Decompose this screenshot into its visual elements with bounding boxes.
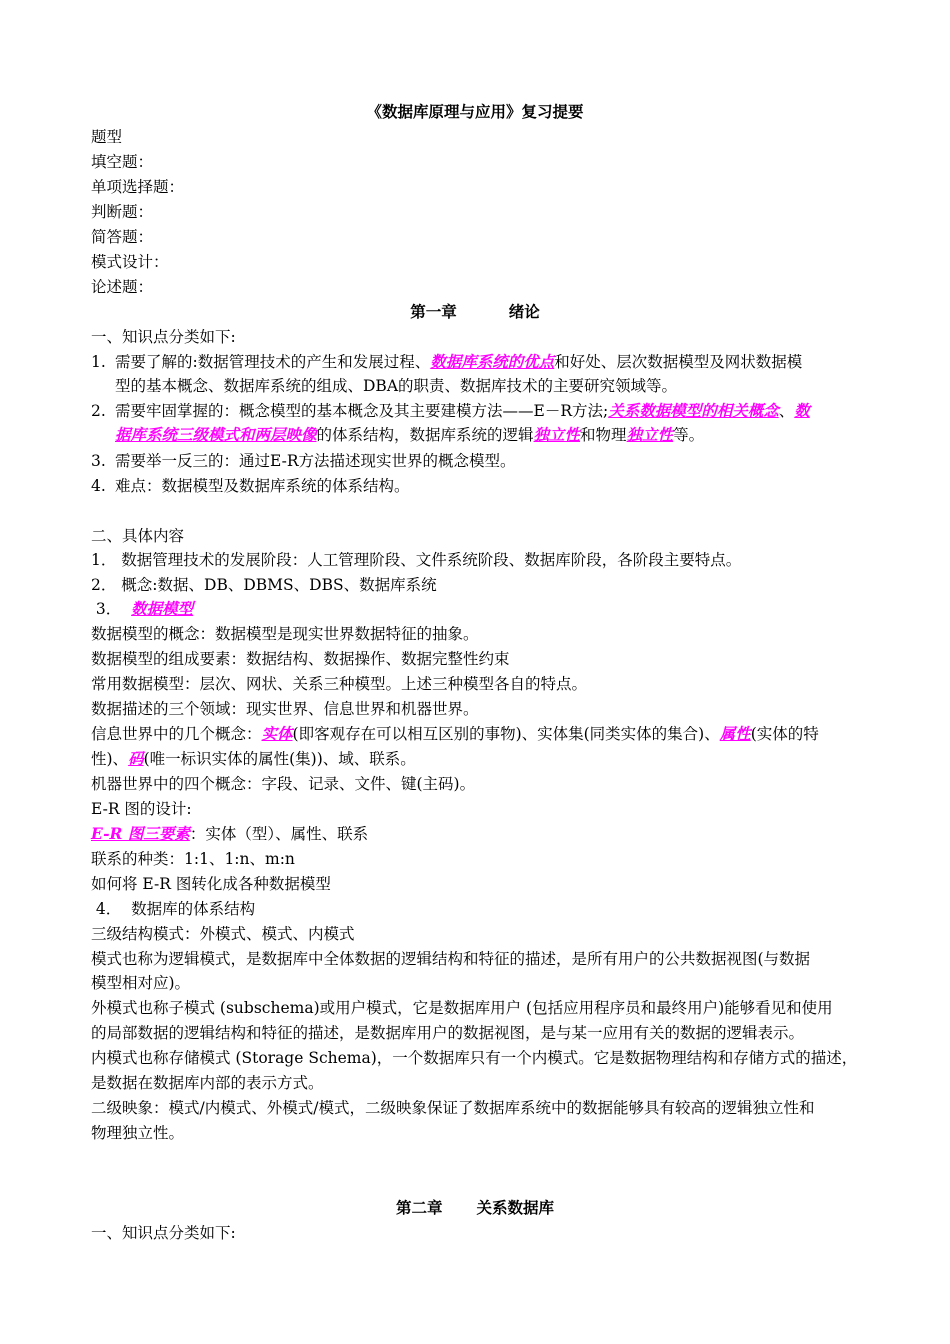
chapter2-heading xyxy=(0,1196,950,1220)
paragraph-line: 模型相对应)。 xyxy=(91,974,191,992)
paragraph-line: 三级结构模式：外模式、模式、内模式 xyxy=(91,925,355,943)
highlight-three-level-schema: 据库系统三级模式和两层映像 xyxy=(115,425,317,444)
knowledge-item-2: 2. 需要牢固掌握的：概念模型的基本概念及其主要建模方法——E－R方法;关系数据模型的相关概念、数 xyxy=(91,401,810,420)
chapter2-number: 第二章 xyxy=(395,1198,443,1217)
question-type-short: 简答题： xyxy=(91,228,154,246)
content-item-3: 3． 数据模型 xyxy=(91,599,194,618)
highlight-attribute: 属性 xyxy=(719,724,751,743)
content-heading: 二、具体内容 xyxy=(91,527,185,545)
paragraph-line: 数据描述的三个领域：现实世界、信息世界和机器世界。 xyxy=(91,700,479,718)
highlight-relational-concepts: 关系数据模型的相关概念 xyxy=(608,401,779,420)
highlight-er-three-elements: E-R 图三要素 xyxy=(91,824,190,843)
doc-title: 《数据库原理与应用》复习提要 xyxy=(366,102,584,121)
paragraph-line: 数据模型的概念：数据模型是现实世界数据特征的抽象。 xyxy=(91,625,479,643)
knowledge-item-2-cont: 据库系统三级模式和两层映像的体系结构，数据库系统的逻辑独立性和物理独立性等。 xyxy=(115,425,705,444)
knowledge-item-4: 4. 难点：数据模型及数据库系统的体系结构。 xyxy=(91,477,410,495)
paragraph-line: 外模式也称子模式 (subschema)或用户模式，它是数据库用户 (包括应用程序员和最终用户)能够看见和使用 xyxy=(91,999,833,1017)
paragraph-line: 模式也称为逻辑模式，是数据库中全体数据的逻辑结构和特征的描述，是所有用户的公共数据视图(与数据 xyxy=(91,950,811,968)
knowledge-item-3: 3. 需要举一反三的：通过E-R方法描述现实世界的概念模型。 xyxy=(91,452,516,470)
question-type-fill: 填空题： xyxy=(91,153,154,171)
paragraph-line: 内模式也称存储模式 (Storage Schema)，一个数据库只有一个内模式。它是数据物理结构和存储方式的描述， xyxy=(91,1049,858,1067)
content-item-1: 1． 数据管理技术的发展阶段：人工管理阶段、文件系统阶段、数据库阶段，各阶段主要特点。 xyxy=(91,551,742,569)
highlight-key: 码 xyxy=(128,749,144,768)
highlight-db-advantages: 数据库系统的优点 xyxy=(430,352,555,371)
question-type-design: 模式设计： xyxy=(91,253,169,271)
knowledge-item-1-cont: 型的基本概念、数据库系统的组成、DBA的职责、数据库技术的主要研究领域等。 xyxy=(115,377,678,395)
knowledge-heading: 一、知识点分类如下: xyxy=(91,328,236,346)
highlight-entity: 实体 xyxy=(261,724,293,743)
paragraph-line: 联系的种类：1:1、1:n、m:n xyxy=(91,850,295,868)
chapter1-heading xyxy=(0,300,950,324)
question-type-essay: 论述题： xyxy=(91,278,154,296)
paragraph-line: 二级映象：模式/内模式、外模式/模式，二级映象保证了数据库系统中的数据能够具有较高的逻辑独立性和 xyxy=(91,1099,815,1117)
paragraph-line: E-R 图三要素：实体（型）、属性、联系 xyxy=(91,824,369,843)
chapter1-number: 第一章 xyxy=(410,302,457,321)
question-type-judge: 判断题： xyxy=(91,203,154,221)
chapter2-knowledge-heading: 一、知识点分类如下: xyxy=(91,1224,236,1242)
highlight-data-model: 数据模型 xyxy=(131,599,194,618)
knowledge-item-1: 1. 需要了解的:数据管理技术的产生和发展过程、数据库系统的优点和好处、层次数据模型及网状数据模 xyxy=(91,352,803,371)
highlight-physical-independence: 独立性 xyxy=(626,425,674,444)
paragraph-line: 常用数据模型：层次、网状、关系三种模型。上述三种模型各自的特点。 xyxy=(91,675,588,693)
paragraph-line: 的局部数据的逻辑结构和特征的描述，是数据库用户的数据视图，是与某一应用有关的数据的逻辑表示。 xyxy=(91,1024,805,1042)
paragraph-line: E-R 图的设计: xyxy=(91,800,192,818)
question-type-choice: 单项选择题： xyxy=(91,178,185,196)
question-type-heading: 题型 xyxy=(91,128,123,146)
paragraph-line: 机器世界中的四个概念：字段、记录、文件、键(主码)。 xyxy=(91,775,476,793)
paragraph-line: 如何将 E-R 图转化成各种数据模型 xyxy=(91,875,331,893)
content-item-2: 2． 概念:数据、DB、DBMS、DBS、数据库系统 xyxy=(91,576,437,594)
chapter1-name: 绪论 xyxy=(508,302,540,321)
chapter2-name: 关系数据库 xyxy=(476,1198,555,1217)
highlight-logical-independence: 独立性 xyxy=(533,425,581,444)
paragraph-line: 物理独立性。 xyxy=(91,1124,185,1142)
paragraph-line: 信息世界中的几个概念：实体(即客观存在可以相互区别的事物)、实体集(同类实体的集合)、属性(实体的特 xyxy=(91,724,819,743)
paragraph-line: 是数据在数据库内部的表示方式。 xyxy=(91,1074,324,1092)
paragraph-line: 数据模型的组成要素：数据结构、数据操作、数据完整性约束 xyxy=(91,650,510,668)
paragraph-line: 性)、码(唯一标识实体的属性(集))、域、联系。 xyxy=(91,749,416,768)
content-item-4: 4． 数据库的体系结构 xyxy=(91,900,256,918)
